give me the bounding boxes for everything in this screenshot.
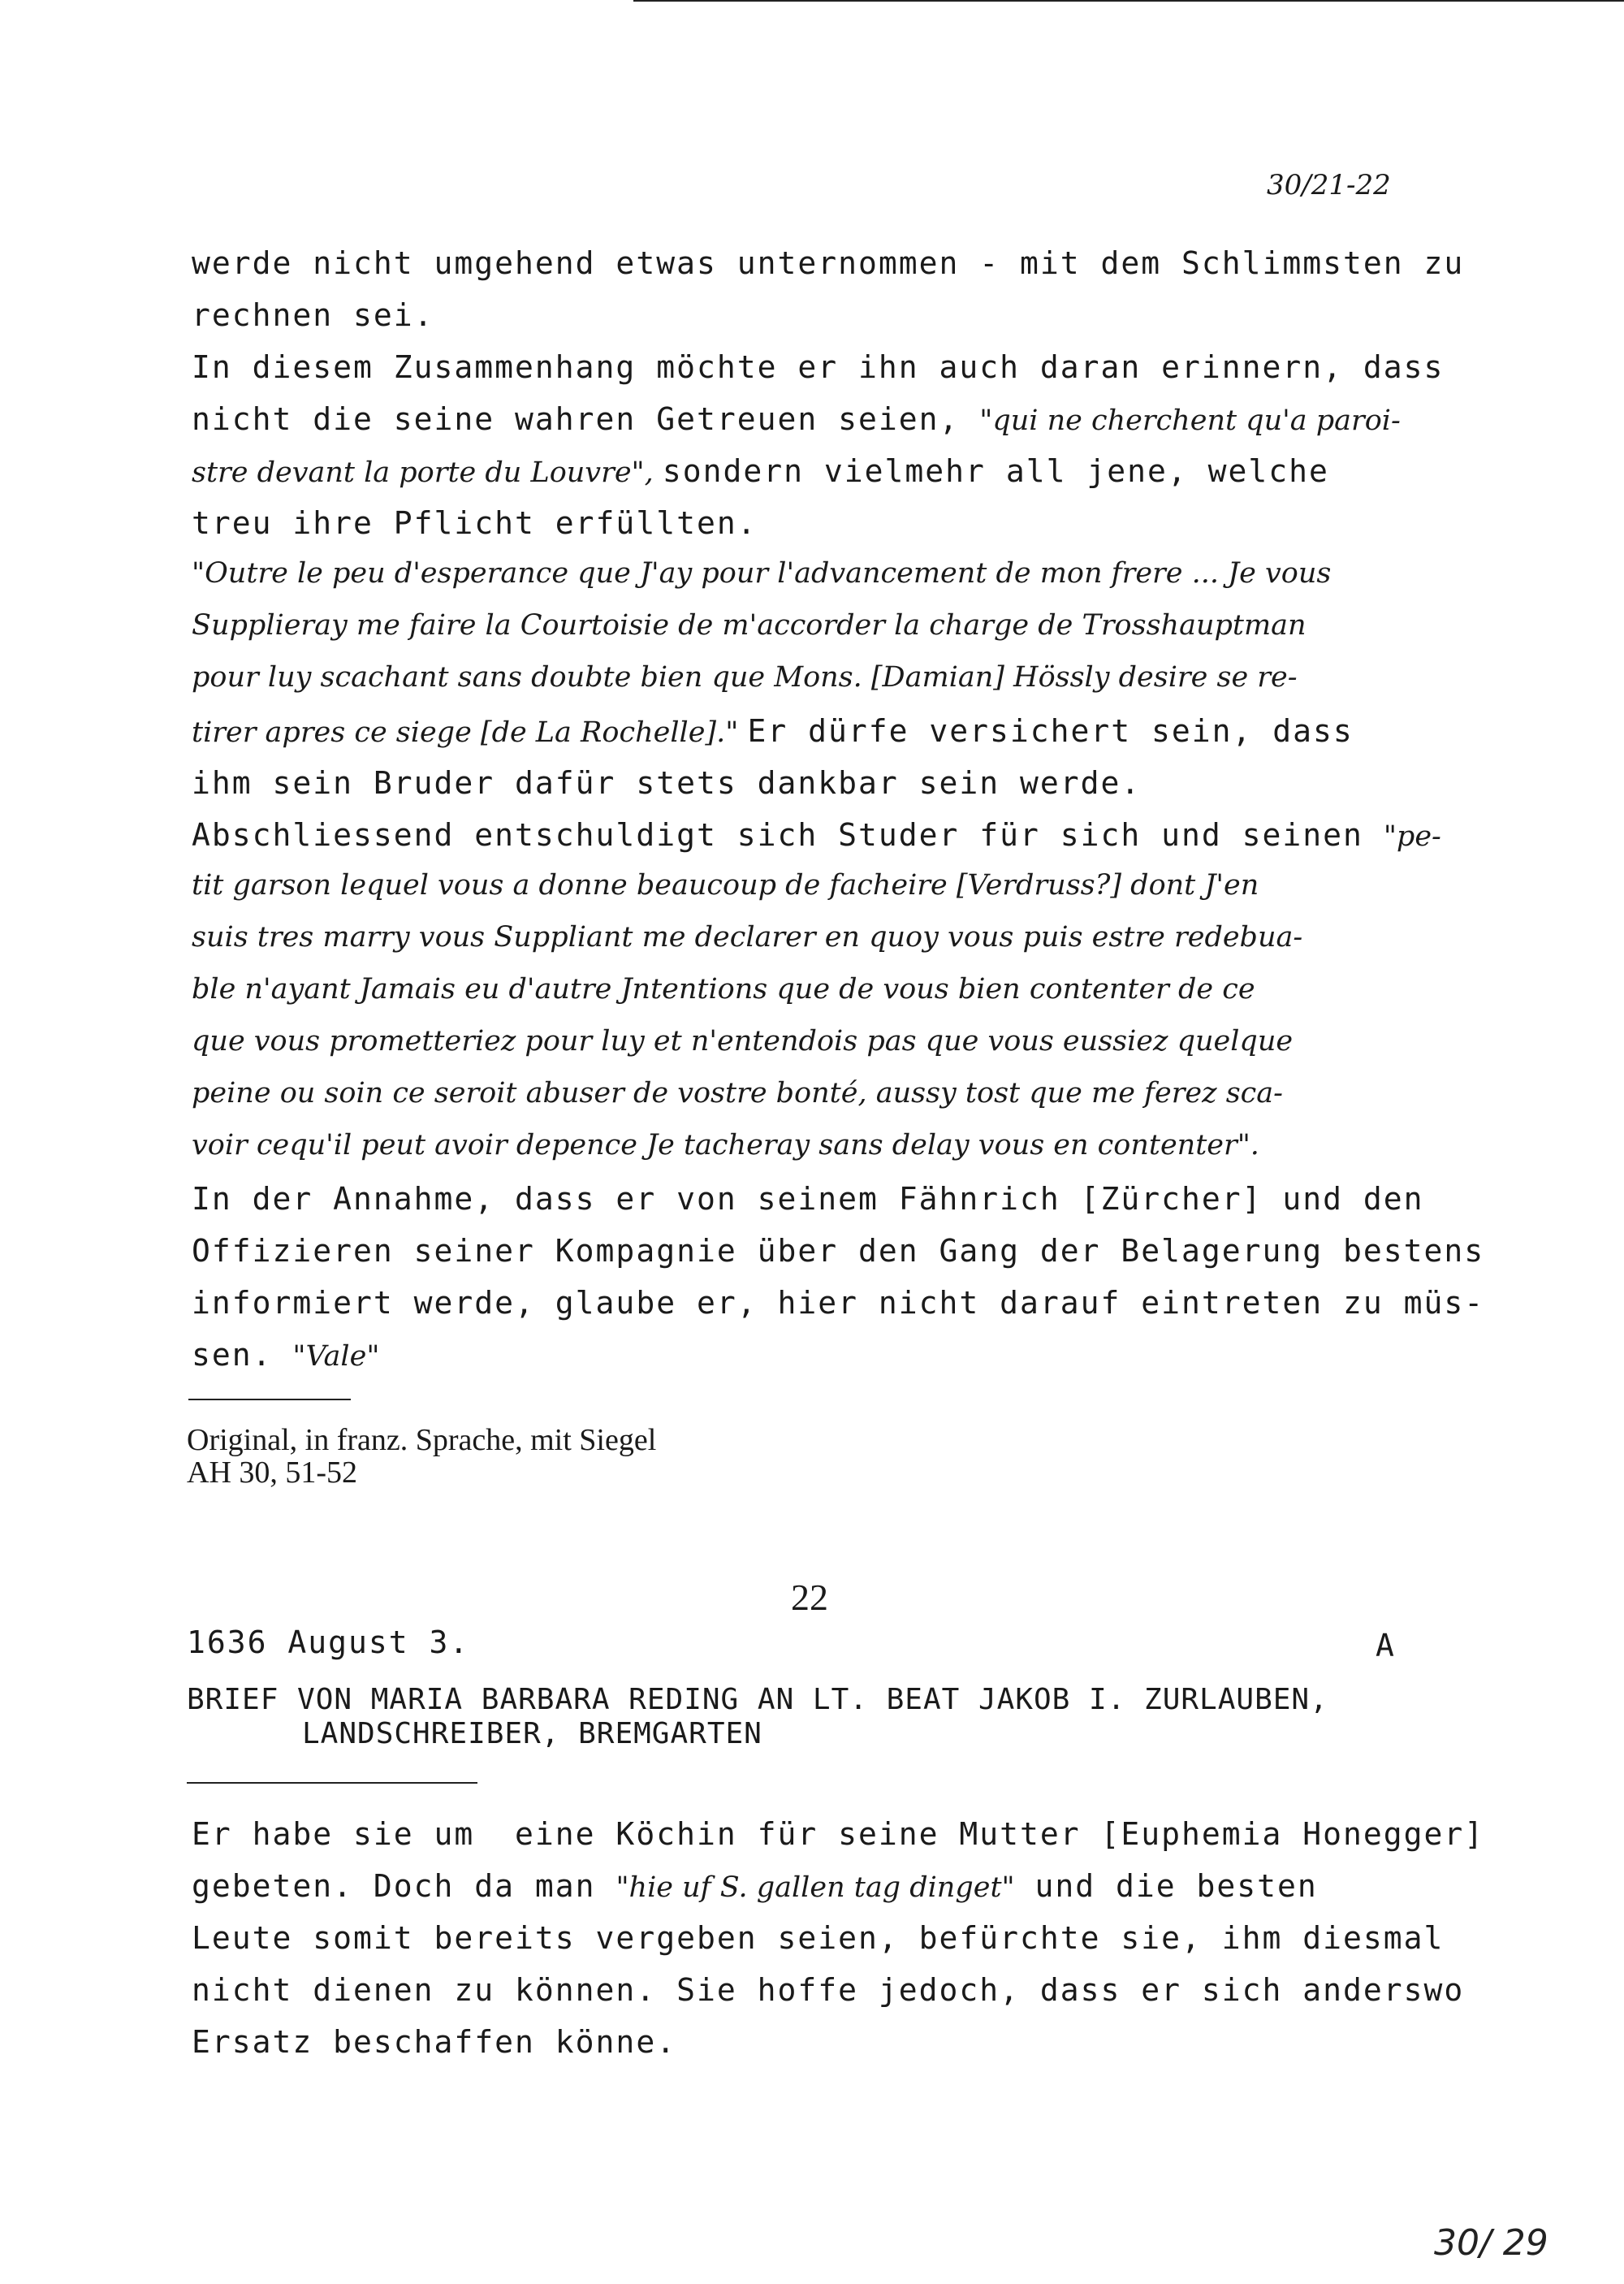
top-edge-line [633,0,1624,2]
page-reference: 30/21-22 [1267,169,1391,201]
document-title-line-1: BRIEF VON MARIA BARBARA REDING AN LT. BEAT JAKOB I. ZURLAUBEN, [187,1683,1328,1716]
letter-21-line [192,1233,1484,1269]
letter-22-line [192,1816,1484,1852]
quoted-french-text: pour luy scachant sans doubte bien que Mons. [Damian] Hössly desire se re- [192,661,1298,694]
letter-21-line [192,349,1444,385]
quoted-french-text: tirer apres ce siege [de La Rochelle]." [192,716,748,749]
quoted-french-text: suis tres marry vous Suppliant me declarer en quoy vous puis estre redebua- [192,921,1303,954]
note-separator [188,1399,351,1400]
letter-21-line [192,765,1141,801]
quoted-french-text: peine ou soin ce seroit abuser de vostre bonté, aussy tost que me ferez sca- [192,1077,1283,1110]
letter-22-line [192,1868,1318,1904]
body-text: sondern vielmehr all jene, welche [662,453,1329,489]
quoted-french-text: "Outre le peu d'esperance que J'ay pour l'advancement de mon frere ... Je vous [192,557,1332,590]
letter-21-line [192,1129,1259,1161]
quoted-french-text: tit garson lequel vous a donne beaucoup de facheire [Verdruss?] dont J'en [192,869,1259,902]
quoted-french-text: "hie uf S. gallen tag dinget" [615,1871,1015,1904]
letter-21-line [192,869,1259,902]
body-text: Er dürfe versichert sein, dass [747,713,1354,749]
quoted-french-text: "Vale" [292,1340,380,1373]
document-type-mark: A [1376,1628,1396,1663]
document-number: 22 [791,1577,828,1618]
letter-21-line [192,921,1302,954]
document-title-line-2: LANDSCHREIBER, BREMGARTEN [302,1717,762,1750]
body-text: Er habe sie um eine Köchin für seine Mutter [Euphemia Honegger] [192,1816,1485,1852]
body-text: und die besten [1014,1868,1318,1904]
quoted-french-text: "pe- [1383,820,1441,853]
handwritten-page-number: 30/ 29 [1434,2222,1548,2264]
letter-21-line [192,661,1298,694]
quoted-french-text: voir cequ'il peut avoir depence Je tacheray sans delay vous en contenter". [192,1129,1259,1161]
letter-22-line [192,1920,1444,1956]
body-text: Ersatz beschaffen könne. [192,2024,677,2060]
letter-21-line [192,1025,1293,1058]
body-text: sen. [192,1337,293,1373]
letter-21-line [192,505,758,541]
letter-21-line [192,1181,1424,1217]
quoted-french-text: stre devant la porte du Louvre", [192,456,663,489]
body-text: gebeten. Doch da man [192,1868,616,1904]
body-text: rechnen sei. [192,297,434,333]
letter-21-line [192,245,1464,281]
body-text: nicht dienen zu können. Sie hoffe jedoch, dass er sich anderswo [192,1972,1465,2008]
letter-21-line [192,401,1401,437]
body-text: treu ihre Pflicht erfüllten. [192,505,758,541]
body-text: Leute somit bereits vergeben seien, befürchte sie, ihm diesmal [192,1920,1445,1956]
letter-21-line [192,609,1307,642]
source-note-line-2: AH 30, 51-52 [187,1456,358,1490]
letter-21-line [192,297,434,333]
source-note-line-1: Original, in franz. Sprache, mit Siegel [187,1423,657,1457]
letter-21-line [192,713,1354,749]
body-text: informiert werde, glaube er, hier nicht darauf eintreten zu müs- [192,1285,1485,1321]
body-text: werde nicht umgehend etwas unternommen - mit dem Schlimmsten zu [192,245,1465,281]
body-text: nicht die seine wahren Getreuen seien, [192,401,980,437]
quoted-french-text: que vous prometteriez pour luy et n'entendois pas que vous eussiez quelque [192,1025,1294,1058]
body-text: In diesem Zusammenhang möchte er ihn auch daran erinnern, dass [192,349,1445,385]
letter-21-line [192,973,1255,1006]
letter-22-line [192,1972,1464,2008]
body-text: ihm sein Bruder dafür stets dankbar sein werde. [192,765,1142,801]
letter-21-line [192,1285,1484,1321]
body-text: Abschliessend entschuldigt sich Studer für sich und seinen [192,817,1384,853]
body-text: Offizieren seiner Kompagnie über den Gang der Belagerung bestens [192,1233,1485,1269]
body-text: In der Annahme, dass er von seinem Fähnrich [Zürcher] und den [192,1181,1424,1217]
letter-21-line [192,1337,379,1373]
letter-21-line [192,817,1441,853]
title-separator [187,1782,477,1784]
letter-22-line [192,2024,676,2060]
quoted-french-text: "qui ne cherchent qu'a paroi- [979,404,1401,437]
letter-21-line [192,453,1329,489]
quoted-french-text: ble n'ayant Jamais eu d'autre Jntentions que de vous bien contenter de ce [192,973,1255,1006]
letter-21-line [192,557,1331,590]
letter-21-line [192,1077,1283,1110]
quoted-french-text: Supplieray me faire la Courtoisie de m'accorder la charge de Trosshauptman [192,609,1307,642]
document-date: 1636 August 3. [187,1624,470,1660]
